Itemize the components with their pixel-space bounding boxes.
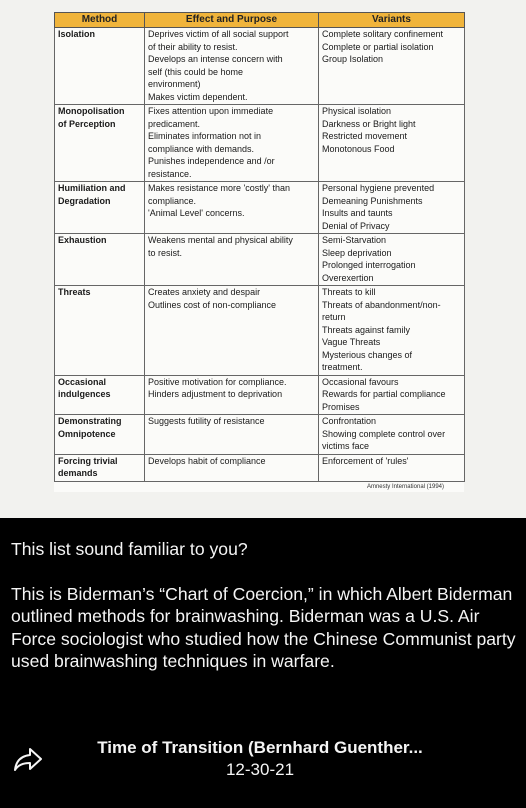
cell-line: Sleep deprivation [322, 247, 392, 258]
method-cell [55, 105, 145, 182]
caption-paragraph-1: This list sound familiar to you? [11, 539, 248, 559]
cell-line: Exhaustion [58, 235, 107, 245]
cell-line: Denial of Privacy [322, 220, 390, 231]
cell-line: Demeaning Punishments [322, 195, 423, 206]
cell-line: Eliminates information not in [148, 131, 262, 141]
cell-line: predicament. [148, 118, 201, 129]
effect-cell [145, 105, 319, 182]
cell-line: Insults and taunts [322, 208, 393, 218]
method-cell [55, 415, 145, 455]
cell-line: Showing complete control over [322, 428, 446, 439]
header-method: Method [55, 13, 145, 28]
cell-line: indulgences [58, 389, 111, 399]
cell-line: Vague Threats [322, 337, 381, 347]
table-row [55, 454, 465, 481]
method-cell [55, 375, 145, 415]
cell-line: Occasional [58, 376, 107, 387]
cell-line: Group Isolation [322, 54, 384, 64]
cell-line: Mysterious changes of [322, 349, 413, 360]
cell-line: Darkness or Bright light [322, 118, 416, 129]
table-row [55, 234, 465, 286]
cell-line: 'Animal Level' concerns. [148, 208, 245, 218]
effect-cell [145, 28, 319, 105]
coercion-chart [54, 12, 464, 492]
cell-line: compliance with demands. [148, 143, 255, 154]
cell-line: resistance. [148, 168, 192, 179]
cell-line: compliance. [148, 195, 197, 206]
cell-line: Threats of abandonment/non- [322, 299, 441, 310]
shared-source[interactable] [60, 737, 460, 781]
cell-line: Personal hygiene prevented [322, 183, 435, 193]
effect-cell [145, 286, 319, 376]
table-header-row [55, 13, 465, 28]
cell-line: to resist. [148, 247, 183, 258]
cell-line: Hinders adjustment to deprivation [148, 389, 283, 399]
table-row [55, 375, 465, 415]
cell-line: Restricted movement [322, 131, 408, 141]
effect-cell [145, 234, 319, 286]
cell-line: Overexertion [322, 272, 374, 283]
effect-cell [145, 375, 319, 415]
variants-cell [319, 415, 465, 455]
variants-cell [319, 105, 465, 182]
source-page-title: Time of Transition (Bernhard Guenther... [97, 738, 423, 757]
variants-cell [319, 28, 465, 105]
cell-line: Weakens mental and physical ability [148, 235, 293, 245]
header-effect: Effect and Purpose [145, 13, 319, 28]
cell-line: victims face [322, 441, 370, 451]
cell-line: Threats against family [322, 324, 411, 335]
cell-line: return [322, 312, 346, 322]
table-row [55, 182, 465, 234]
variants-cell [319, 182, 465, 234]
cell-line: Monotonous Food [322, 143, 395, 154]
effect-cell [145, 182, 319, 234]
cell-line: Complete or partial isolation [322, 41, 434, 52]
cell-line: Demonstrating [58, 416, 122, 426]
method-cell [55, 454, 145, 481]
share-arrow-icon[interactable] [13, 746, 43, 772]
cell-line: of their ability to resist. [148, 41, 238, 52]
cell-line: Monopolisation [58, 106, 125, 116]
cell-line: Occasional favours [322, 376, 399, 387]
cell-line: Makes resistance more 'costly' than [148, 183, 290, 193]
cell-line: treatment. [322, 362, 363, 372]
cell-line: Develops an intense concern with [148, 54, 283, 64]
cell-line: Physical isolation [322, 106, 392, 116]
cell-line: Suggests futility of resistance [148, 416, 265, 426]
post-caption [11, 538, 521, 673]
header-variants: Variants [319, 13, 465, 28]
cell-line: Complete solitary confinement [322, 29, 444, 39]
cell-line: Threats to kill [322, 287, 376, 297]
cell-line: Semi-Starvation [322, 235, 387, 245]
cell-line: Omnipotence [58, 428, 116, 439]
cell-line: self (this could be home [148, 66, 244, 77]
variants-cell [319, 454, 465, 481]
cell-line: Forcing trivial [58, 455, 118, 466]
cell-line: Develops habit of compliance [148, 455, 266, 466]
method-cell [55, 28, 145, 105]
cell-line: environment) [148, 79, 201, 89]
cell-line: Positive motivation for compliance. [148, 376, 287, 387]
cell-line: Creates anxiety and despair [148, 287, 261, 297]
cell-line: Makes victim dependent. [148, 91, 248, 102]
variants-cell [319, 375, 465, 415]
cell-line: Degradation [58, 195, 111, 206]
effect-cell [145, 454, 319, 481]
cell-line: Enforcement of 'rules' [322, 455, 409, 466]
effect-cell [145, 415, 319, 455]
cell-line: Threats [58, 287, 91, 297]
cell-line: Fixes attention upon immediate [148, 106, 274, 116]
cell-line: Deprives victim of all social support [148, 29, 289, 39]
table-row [55, 28, 465, 105]
cell-line: Isolation [58, 29, 96, 39]
post-date: 12-30-21 [225, 760, 295, 779]
method-cell [55, 234, 145, 286]
cell-line: Outlines cost of non-compliance [148, 299, 277, 310]
cell-line: demands [58, 468, 98, 478]
cell-line: of Perception [58, 118, 116, 129]
table-row [55, 105, 465, 182]
variants-cell [319, 234, 465, 286]
chart-source-note: Amnesty International (1994) [366, 483, 444, 490]
cell-line: Confrontation [322, 416, 377, 426]
cell-line: Prolonged interrogation [322, 260, 416, 270]
caption-paragraph-2: This is Biderman’s “Chart of Coercion,” in which Albert Biderman outlined methods for brainwashing. Biderman was a U.S. Air Force sociologist who studied how the Chinese Communist party used brainwashing techniques in warfare. [11, 583, 516, 671]
table-row [55, 286, 465, 376]
cell-line: Humiliation and [58, 183, 126, 193]
coercion-table [54, 12, 465, 482]
cell-line: Punishes independence and /or [148, 156, 275, 166]
cell-line: Promises [322, 401, 360, 412]
table-row [55, 415, 465, 455]
method-cell [55, 182, 145, 234]
method-cell [55, 286, 145, 376]
variants-cell [319, 286, 465, 376]
cell-line: Rewards for partial compliance [322, 389, 446, 399]
